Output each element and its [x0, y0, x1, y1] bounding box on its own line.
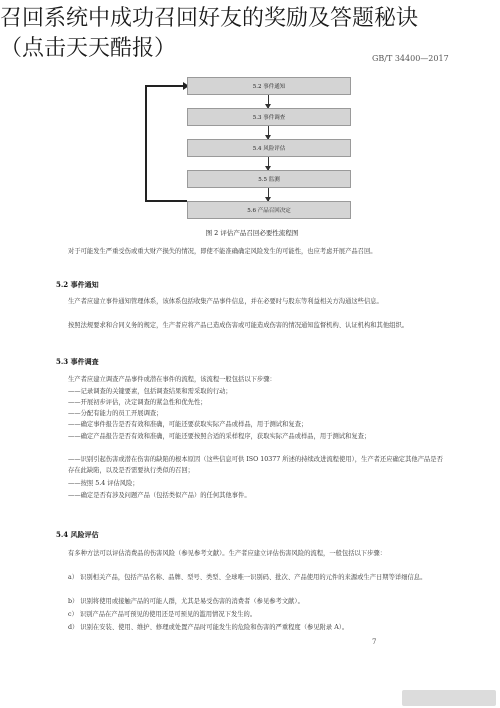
loop-line-bottom: [145, 200, 187, 202]
intro-paragraph: 对于可能发生严重受伤或重大财产损失的情况，即使不能准确确定风险发生的可能性，也应考虑开展产品召回。: [68, 248, 377, 255]
section-5-4-paragraph: 有多种方法可以评估消费品的伤害风险（参见参考文献）。生产者应建立评估伤害风险的流程，一般包括以下步骤：: [68, 550, 386, 557]
list-item: a） 识别相关产品，包括产品名称、品牌、型号、类型、全球唯一识别码、批次、产品使用的元件的来源或生产日期等详细信息。: [68, 574, 427, 581]
flow-arrow: [268, 95, 269, 108]
flow-step-risk-assessment: 5.4 风险评估: [187, 139, 351, 157]
flow-arrow: [268, 157, 269, 170]
article-title-line2[interactable]: （点击天天酷报）: [0, 36, 177, 61]
flow-step-monitoring: 5.5 监测: [187, 170, 351, 188]
section-5-4-heading: 5.4 风险评估: [56, 530, 99, 539]
list-item: ——确定事件报告是否有效和准确，可能还要获取实际产品或样品，用于测试和复查；: [68, 421, 308, 428]
flow-step-recall-decision: 5.6 产品召回决定: [187, 201, 351, 219]
flow-step-notification: 5.2 事件通知: [187, 77, 351, 95]
page-number: 7: [372, 638, 377, 646]
list-item: ——记录调查的关键要素，包括调查结果和需采取的行动；: [68, 388, 232, 395]
list-item: b） 识别将使用或接触产品的可能人群，尤其是易受伤害的消费者（参见参考文献）。: [68, 598, 304, 605]
loop-line-vertical: [145, 85, 147, 202]
article-title-line1: 召回系统中成功召回好友的奖励及答题秘诀: [0, 6, 419, 31]
loop-arrow-top: [145, 85, 187, 87]
list-item: ——分配有能力的员工开展调查；: [68, 410, 163, 417]
figure-caption: 图 2 评估产品召回必要性流程图: [205, 229, 299, 237]
list-item: ——识别引起伤害或潜在伤害的缺陷的根本原因（这些信息可供 ISO 10377 所述的持续改进流程使用），生产者还应确定其他产品是否存在此缺陷，以及是否需要执行类似的召回；: [68, 456, 443, 474]
list-item: ——开展初步评估，决定调查的紧急性和优先性；: [68, 399, 207, 406]
list-item: d） 识别在安装、使用、维护、修理或处置产品时可能发生的危险和伤害的严重程度（参见附录 A）。: [68, 624, 349, 631]
section-5-3-paragraph: 生产者应建立调查产品事件或潜在事件的流程，该流程一般包括以下步骤：: [68, 376, 276, 383]
section-5-2-heading: 5.2 事件通知: [56, 280, 99, 289]
list-item: ——确定产品报告是否有效和准确，可能还要按照合适的采样程序，获取实际产品或样品，用于测试和复查；: [68, 433, 371, 440]
document-page: [48, 72, 456, 662]
list-item: c） 识别产品在产品可预见的使用还是可预见的滥用情况下发生的。: [68, 611, 257, 618]
section-5-2-paragraph-2: 按照法规要求和合同义务的规定，生产者应将产品已造成伤害或可能造成伤害的情况通知监督机构、认证机构和其他组织。: [68, 322, 409, 329]
flow-arrow: [268, 126, 269, 139]
list-item: ——按照 5.4 评估风险；: [68, 480, 139, 487]
section-5-2-paragraph-1: 生产者应建立事件通知管理体系，该体系包括收集产品事件信息，并在必要时与股东等利益相关方沟通这些信息。: [68, 298, 383, 305]
watermark: [402, 690, 496, 706]
flow-step-investigation: 5.3 事件调查: [187, 108, 351, 126]
flow-arrow: [268, 188, 269, 201]
section-5-3-heading: 5.3 事件调查: [56, 357, 99, 366]
list-item: ——确定是否有涉及问题产品（包括类似产品）的任何其他事件。: [68, 492, 251, 499]
standard-code: GB/T 34400—2017: [372, 54, 449, 63]
